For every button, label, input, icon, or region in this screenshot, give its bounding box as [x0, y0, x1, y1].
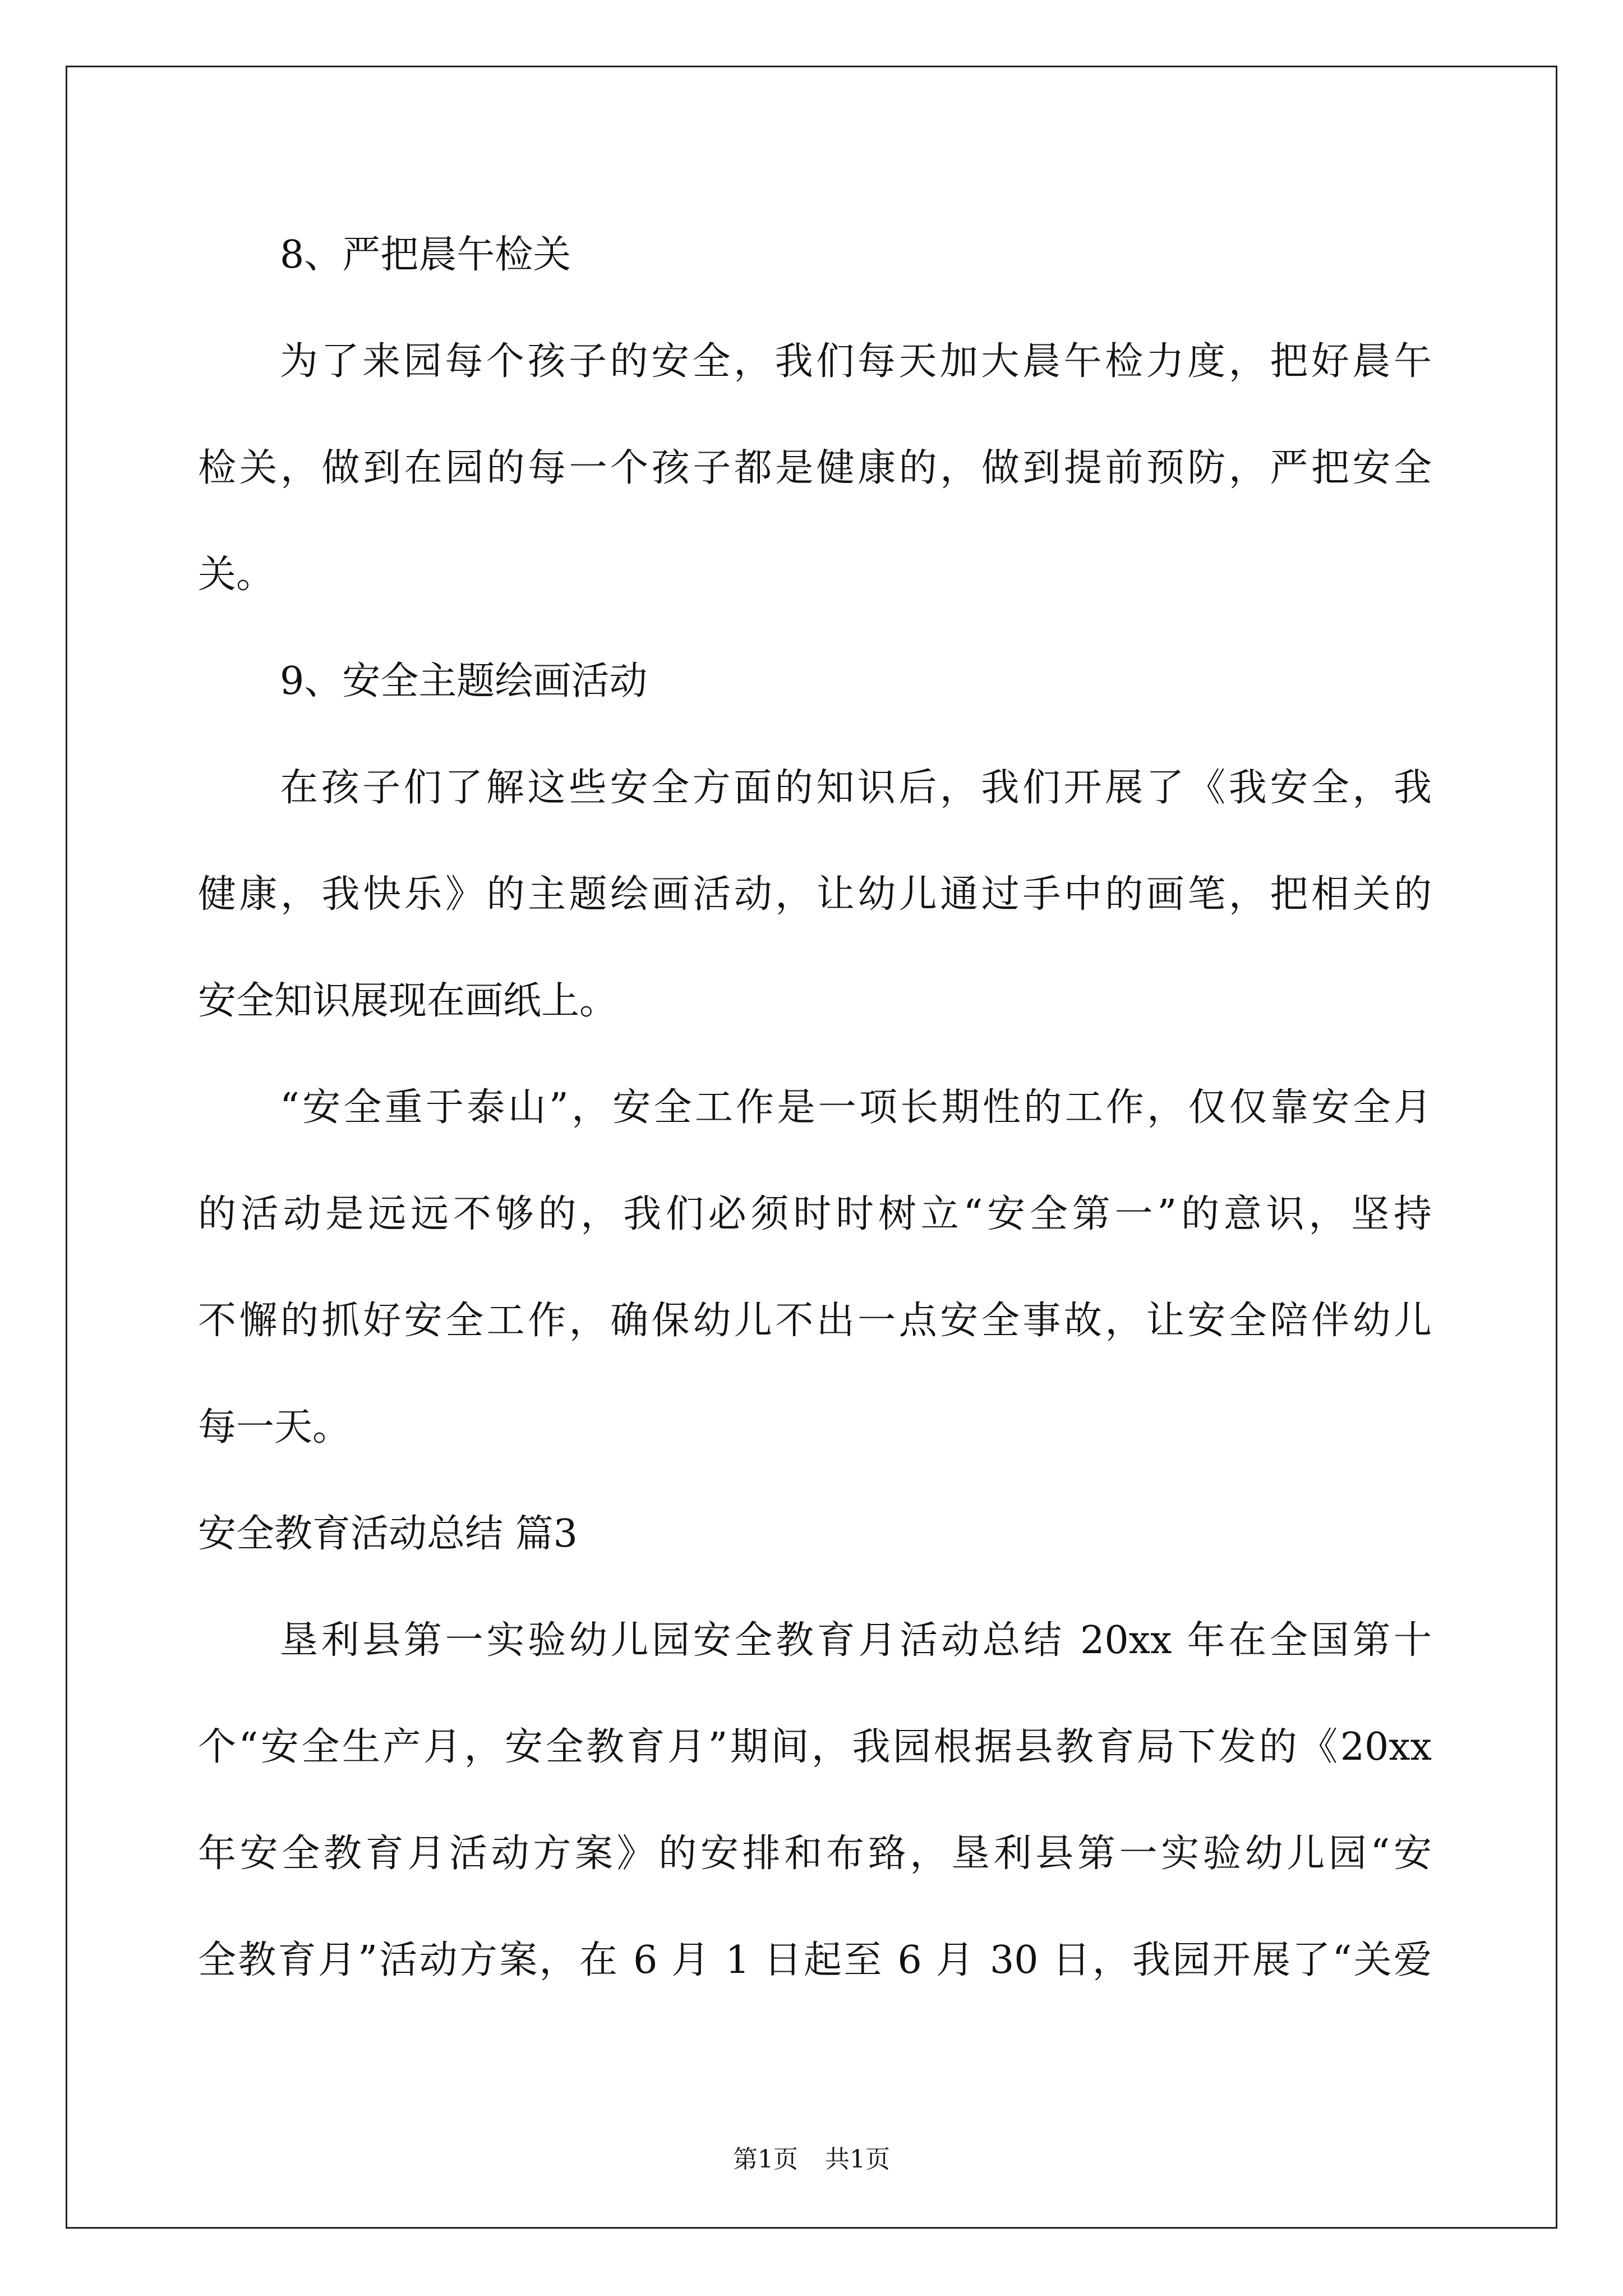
text-line: 检关，做到在园的每一个孩子都是健康的，做到提前预防，严把安全 [198, 446, 1432, 490]
text-line: 年安全教育月活动方案》的安排和布臵，垦利县第一实验幼儿园“安 [198, 1832, 1432, 1876]
text-line: 安全教育活动总结 篇3 [198, 1512, 578, 1556]
page-number: 第1页 [733, 2145, 798, 2174]
text-line: 安全知识展现在画纸上。 [198, 979, 618, 1023]
text-line: 关。 [198, 553, 275, 597]
page-total: 共1页 [825, 2145, 890, 2174]
text-line: 健康，我快乐》的主题绘画活动，让幼儿通过手中的画笔，把相关的 [198, 872, 1432, 917]
page-footer [0, 2143, 1623, 2177]
document-body [198, 202, 1432, 2014]
text-line: 垦利县第一实验幼儿园安全教育月活动总结 20xx 年在全国第十 [280, 1618, 1432, 1663]
text-line: 不懈的抓好安全工作，确保幼儿不出一点安全事故，让安全陪伴幼儿 [198, 1299, 1432, 1343]
text-line: 8、严把晨午检关 [280, 233, 571, 277]
text-line: 每一天。 [198, 1405, 351, 1450]
text-line: 全教育月”活动方案，在 6 月 1 日起至 6 月 30 日，我园开展了“关爱 [198, 1938, 1432, 1982]
text-line: 在孩子们了解这些安全方面的知识后，我们开展了《我安全，我 [280, 766, 1432, 810]
text-line: “安全重于泰山”，安全工作是一项长期性的工作，仅仅靠安全月 [280, 1085, 1432, 1130]
text-line: 的活动是远远不够的，我们必须时时树立“安全第一”的意识，坚持 [198, 1192, 1432, 1236]
text-line: 个“安全生产月，安全教育月”期间，我园根据县教育局下发的《20xx [198, 1725, 1432, 1769]
text-line: 为了来园每个孩子的安全，我们每天加大晨午检力度，把好晨午 [280, 339, 1432, 384]
text-line: 9、安全主题绘画活动 [280, 659, 648, 703]
